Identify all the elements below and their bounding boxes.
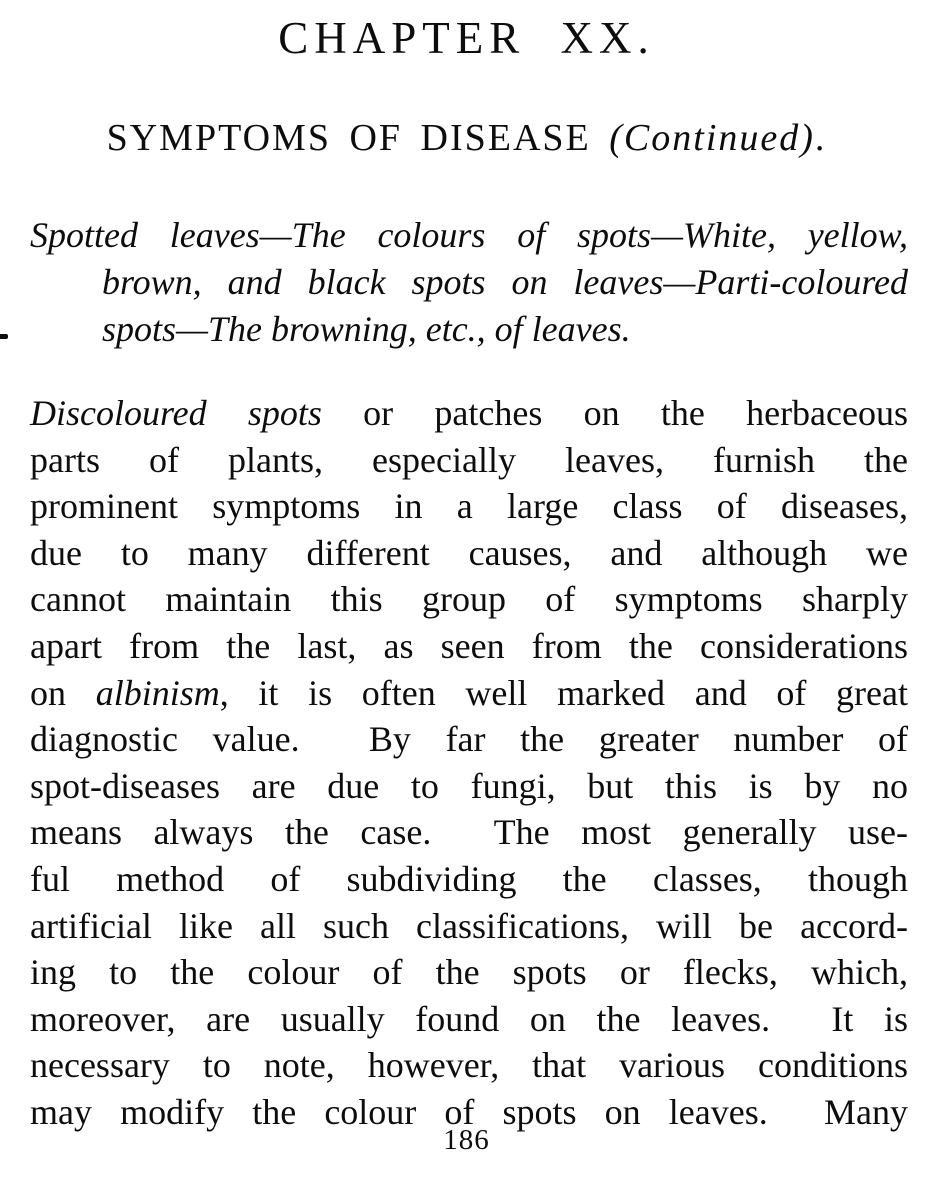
- body-line: parts of plants, especially leaves, furnish the: [30, 439, 908, 480]
- body-line: may modify the colour of spots on leaves. Many: [30, 1091, 908, 1132]
- body-line: apart from the last, as seen from the considerations: [30, 625, 908, 666]
- summary-line: Spotted leaves—The colours of spots—White, yellow,: [30, 215, 908, 255]
- body-line: ful method of subdividing the classes, though: [30, 858, 908, 899]
- section-title-continued: (Continued): [609, 117, 815, 159]
- body-line-italic-lead: Discoloured spots: [30, 393, 322, 433]
- scan-artifact-mark: [0, 334, 8, 339]
- body-line-text: , it is often well marked and of great: [219, 672, 909, 713]
- body-line: means always the case. The most generally use-: [30, 812, 908, 853]
- body-line: spot-diseases are due to fungi, but this is by no: [30, 765, 908, 806]
- chapter-title: CHAPTER XX.: [278, 13, 655, 63]
- summary-line: spots—The browning, etc., of leaves.: [102, 309, 631, 349]
- page-number: 186: [443, 1124, 490, 1156]
- section-title-period: .: [814, 117, 827, 159]
- summary-line: brown, and black spots on leaves—Parti-coloured: [102, 262, 908, 302]
- body-line: moreover, are usually found on the leaves. It is: [30, 998, 908, 1039]
- body-line: diagnostic value. By far the greater number of: [30, 719, 908, 760]
- body-line-text: on: [30, 672, 96, 713]
- body-line: due to many different causes, and although we: [30, 532, 908, 573]
- section-title: [0, 116, 933, 160]
- body-paragraph: [30, 390, 908, 1136]
- chapter-summary: [30, 212, 908, 353]
- body-line-italic-word: albinism: [95, 672, 220, 713]
- body-line: necessary to note, however, that various conditions: [30, 1045, 908, 1086]
- section-title-text: SYMPTOMS OF DISEASE: [106, 117, 610, 159]
- body-line: prominent symptoms in a large class of diseases,: [30, 486, 908, 527]
- body-line: ing to the colour of the spots or flecks, which,: [30, 952, 908, 993]
- body-line: [30, 390, 908, 437]
- body-line: cannot maintain this group of symptoms sharply: [30, 579, 908, 620]
- body-line: [30, 670, 908, 717]
- body-line: artificial like all such classifications, will be accord-: [30, 905, 908, 946]
- body-line-text: or patches on the herbaceous: [321, 393, 908, 433]
